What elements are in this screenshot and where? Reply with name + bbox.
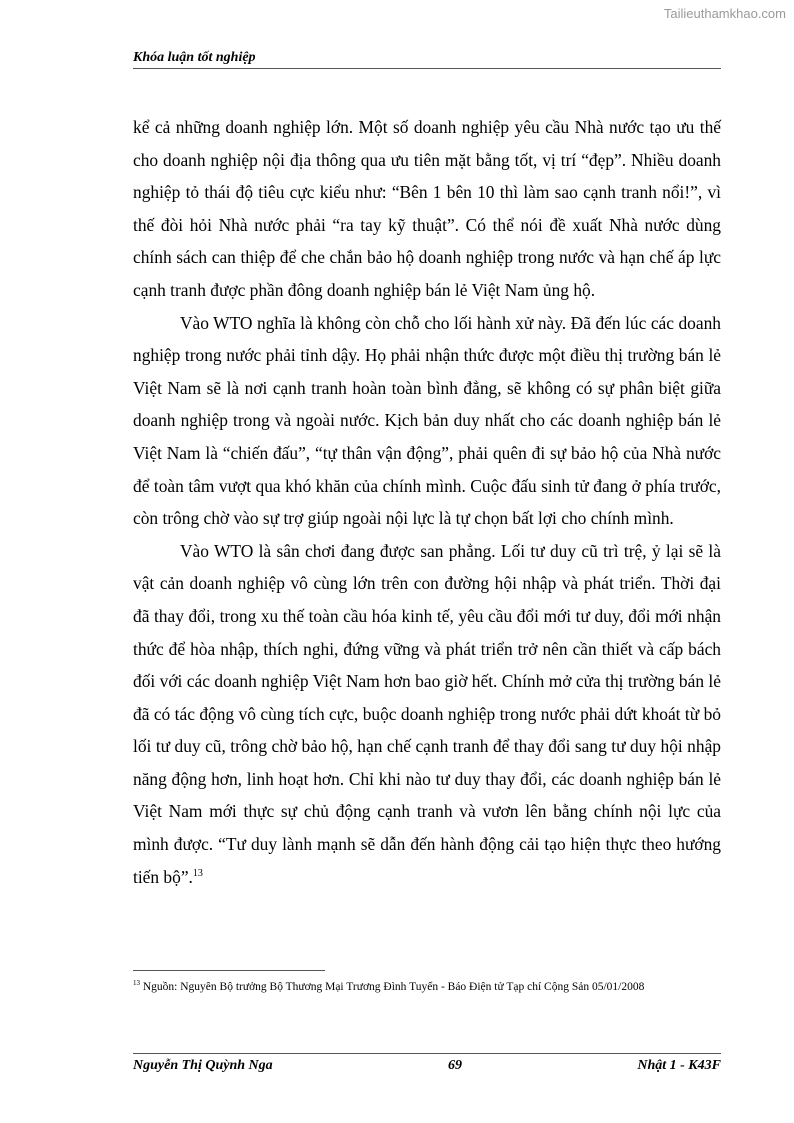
footer-divider — [133, 1053, 721, 1054]
page-footer — [133, 1058, 721, 1074]
footnote-mark: 13 — [133, 979, 140, 988]
paragraph-2: Vào WTO nghĩa là không còn chỗ cho lối hành xử này. Đã đến lúc các doanh nghiệp trong nước phải tỉnh dậy. Họ phải nhận thức được một điều thị trường bán lẻ Việt Nam sẽ là nơi cạnh tranh hoàn toàn bình đẳng, sẽ không có sự phân biệt giữa doanh nghiệp trong và ngoài nước. Kịch bản duy nhất cho các doanh nghiệp bán lẻ Việt Nam là “chiến đấu”, “tự thân vận động”, phải quên đi sự bảo hộ của Nhà nước để toàn tâm vượt qua khó khăn của chính mình. Cuộc đấu sinh tử đang ở phía trước, còn trông chờ vào sự trợ giúp ngoài nội lực là tự chọn bất lợi cho chính mình. — [133, 312, 721, 529]
footer-author: Nguyễn Thị Quỳnh Nga — [133, 1058, 273, 1073]
body-text — [133, 111, 721, 893]
footnote — [133, 980, 721, 995]
paragraph-1: kể cả những doanh nghiệp lớn. Một số doanh nghiệp yêu cầu Nhà nước tạo ưu thế cho doanh nghiệp nội địa thông qua ưu tiên mặt bằng tốt, vị trí “đẹp”. Nhiều doanh nghiệp tỏ thái độ tiêu cực kiểu như: “Bên 1 bên 10 thì làm sao cạnh tranh nổi!”, vì thế đòi hỏi Nhà nước phải “ra tay kỹ thuật”. Có thể nói đề xuất Nhà nước dùng chính sách can thiệp để che chắn bảo hộ doanh nghiệp trong nước và hạn chế áp lực cạnh tranh được phần đông doanh nghiệp bán lẻ Việt Nam ủng hộ. — [133, 117, 721, 300]
footer-class: Nhật 1 - K43F — [637, 1058, 721, 1073]
footnote-divider — [133, 970, 325, 971]
page-number: 69 — [448, 1058, 462, 1073]
watermark: Tailieuthamkhao.com — [663, 6, 786, 21]
paragraph-3 — [133, 535, 721, 894]
footnote-text: Nguồn: Nguyên Bộ trưởng Bộ Thương Mại Trương Đình Tuyển - Báo Điện tử Tạp chí Cộng Sản 05/01/2008 — [140, 981, 645, 993]
page-header-title: Khóa luận tốt nghiệp — [133, 50, 721, 69]
footnote-reference[interactable]: 13 — [192, 867, 203, 879]
paragraph-3-text: Vào WTO là sân chơi đang được san phẳng. Lối tư duy cũ trì trệ, ỷ lại sẽ là vật cản doanh nghiệp vô cùng lớn trên con đường hội nhập và phát triển. Thời đại đã thay đổi, trong xu thế toàn cầu hóa kinh tế, yêu cầu đổi mới tư duy, đổi mới nhận thức để hòa nhập, thích nghi, đứng vững và phát triển trở nên cần thiết và cấp bách đối với các doanh nghiệp Việt Nam hơn bao giờ hết. Chính mở cửa thị trường bán lẻ đã có tác động vô cùng tích cực, buộc doanh nghiệp trong nước phải dứt khoát từ bỏ lối tư duy cũ, trông chờ bảo hộ, hạn chế cạnh tranh để thay đổi sang tư duy hội nhập năng động hơn, linh hoạt hơn. Chỉ khi nào tư duy thay đổi, các doanh nghiệp bán lẻ Việt Nam mới thực sự chủ động cạnh tranh và vươn lên bằng chính nội lực của mình được. “Tư duy lành mạnh sẽ dẫn đến hành động cải tạo hiện thực theo hướng tiến bộ”. — [133, 540, 721, 887]
